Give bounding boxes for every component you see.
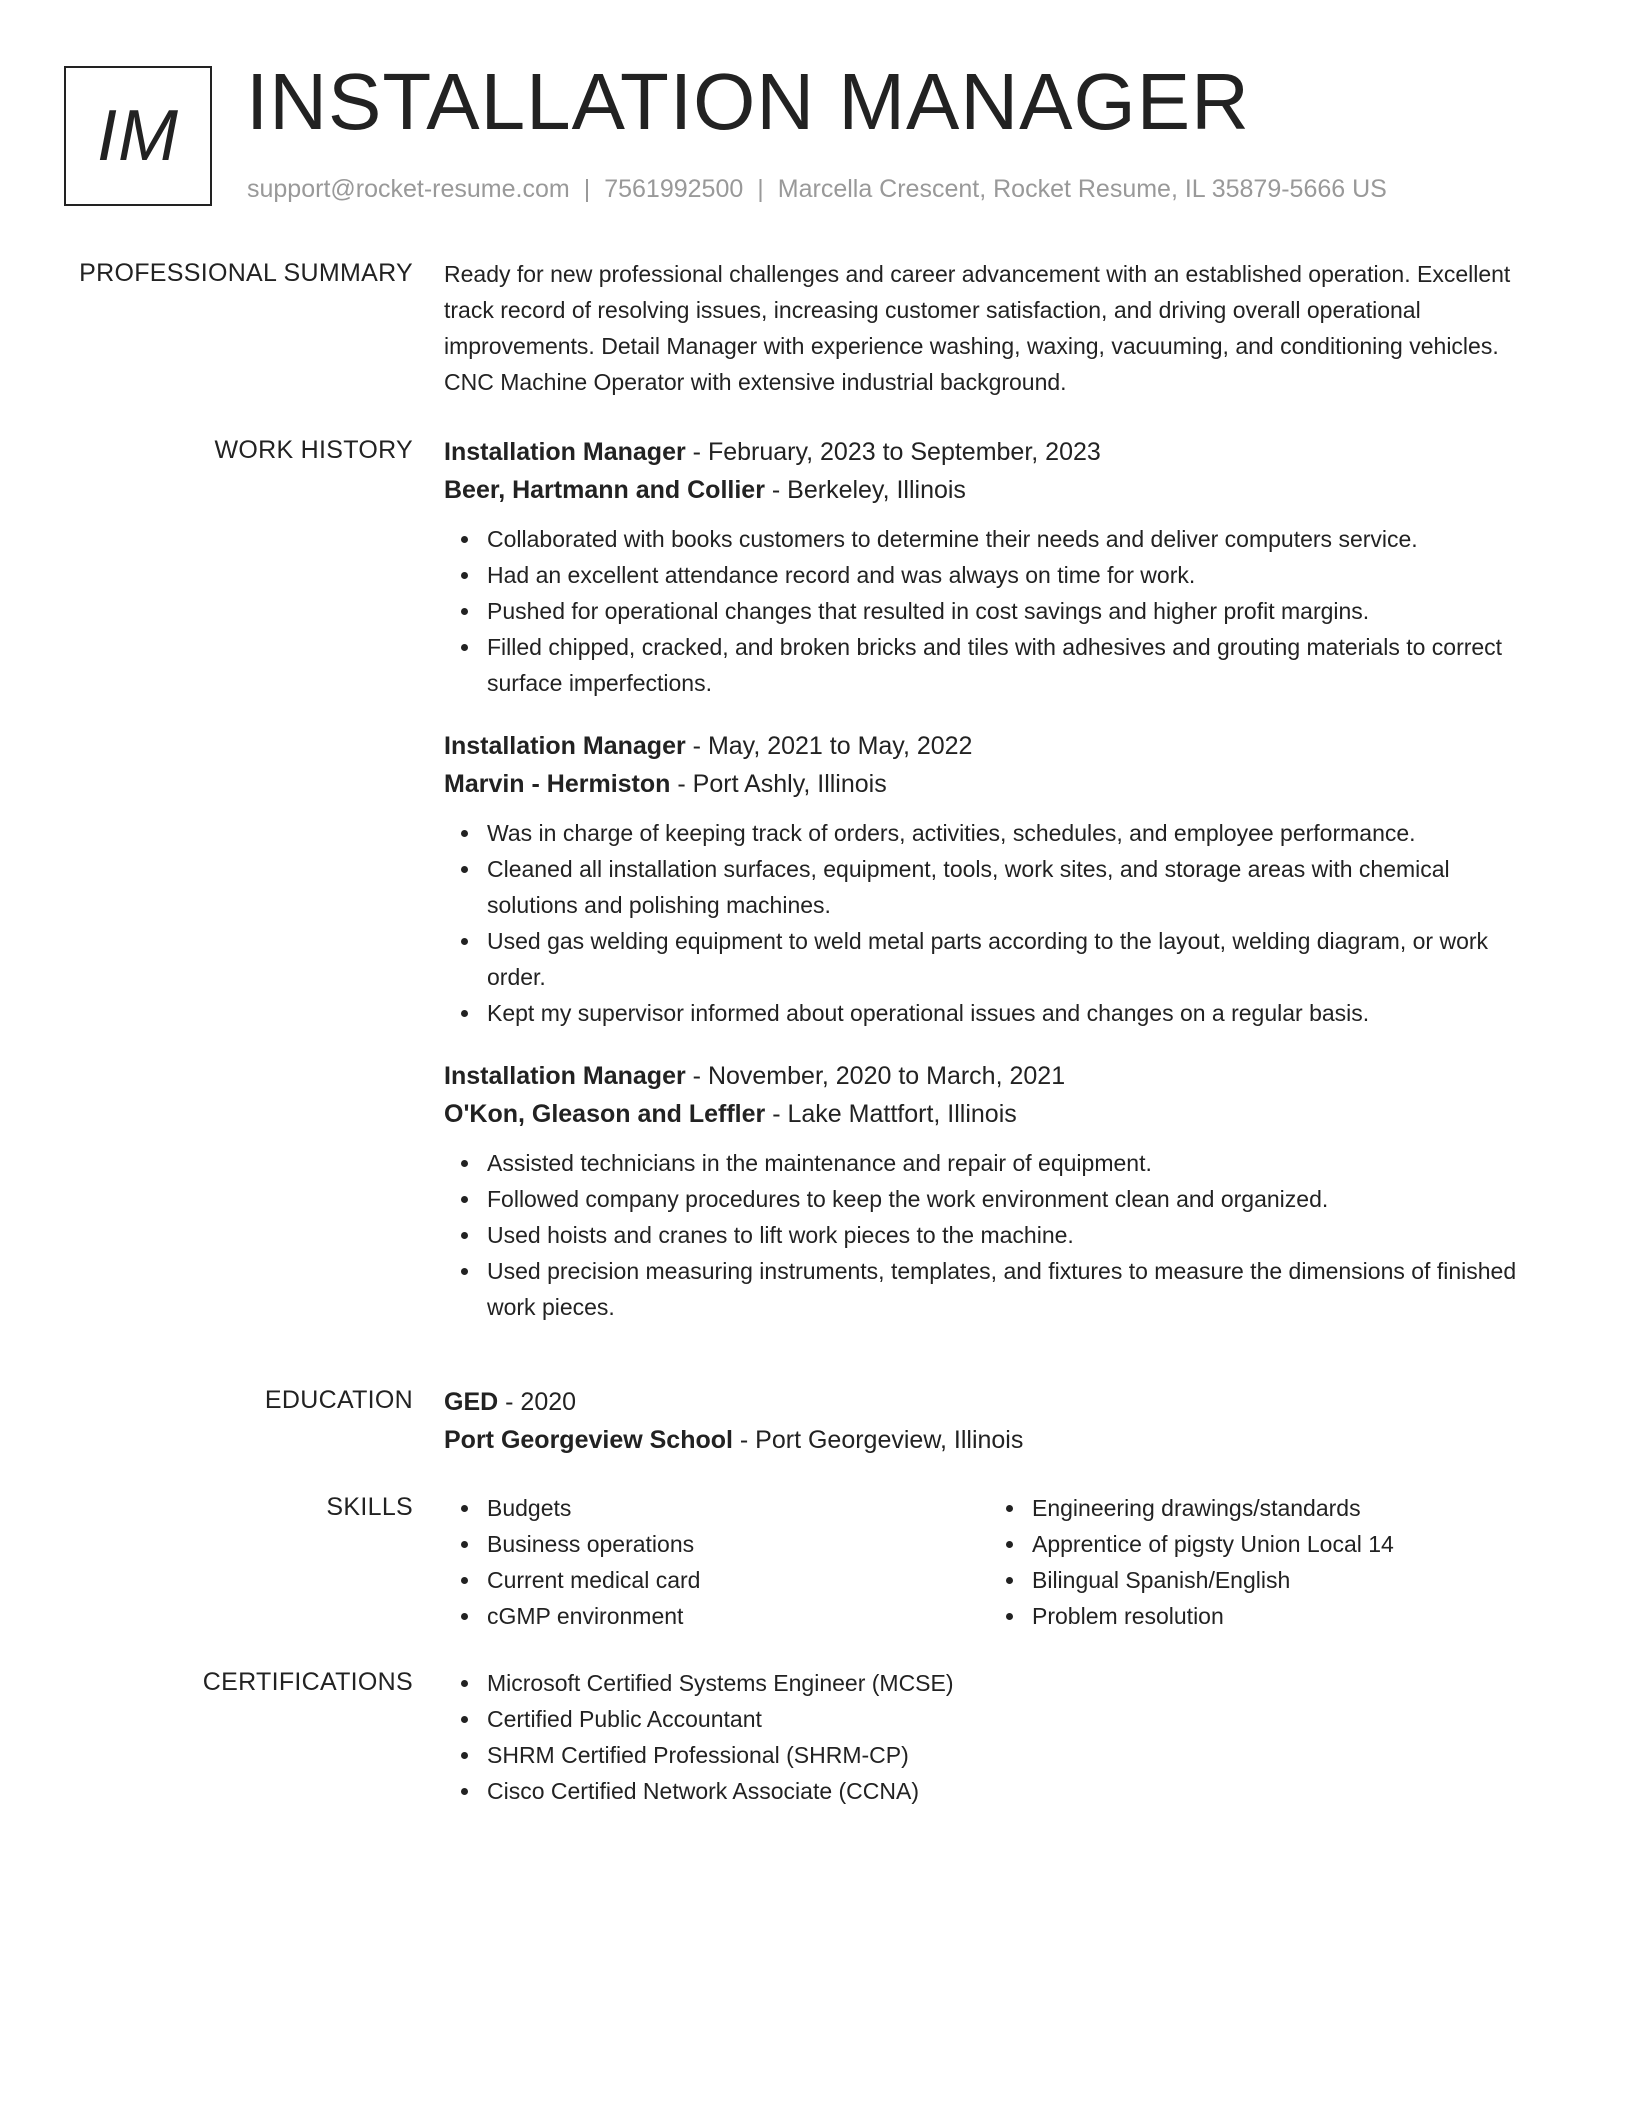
job-bullet: Assisted technicians in the maintenance and repair of equipment. <box>444 1145 1534 1181</box>
contact-email[interactable]: support@rocket-resume.com <box>247 175 570 203</box>
education-school: Port Georgeview School <box>444 1426 733 1454</box>
job-bullet: Followed company procedures to keep the work environment clean and organized. <box>444 1181 1534 1217</box>
job-bullet: Kept my supervisor informed about operational issues and changes on a regular basis. <box>444 995 1534 1031</box>
section-label-work-history: WORK HISTORY <box>214 436 413 464</box>
section-label-certifications: CERTIFICATIONS <box>202 1668 413 1696</box>
job-bullet: Had an excellent attendance record and was always on time for work. <box>444 557 1534 593</box>
job-bullet: Used hoists and cranes to lift work pieces to the machine. <box>444 1217 1534 1253</box>
job-bullet: Filled chipped, cracked, and broken bricks and tiles with adhesives and grouting materials to correct surface imperfections. <box>444 629 1534 701</box>
skill-item: Engineering drawings/standards <box>989 1490 1534 1526</box>
section-label-education: EDUCATION <box>264 1386 413 1414</box>
job-title: Installation Manager <box>444 732 686 760</box>
resume-name: INSTALLATION MANAGER <box>246 57 1250 146</box>
certifications-list <box>444 1665 1534 1809</box>
skill-item: Business operations <box>444 1526 989 1562</box>
skill-item: Apprentice of pigsty Union Local 14 <box>989 1526 1534 1562</box>
skills-list-left <box>444 1490 989 1634</box>
job-company-line <box>444 471 1534 509</box>
education-year: - 2020 <box>505 1388 577 1416</box>
job-bullet: Cleaned all installation surfaces, equipment, tools, work sites, and storage areas with chemical solutions and polishing machines. <box>444 851 1534 923</box>
job-location: - Port Ashly, Illinois <box>677 770 887 798</box>
job-title: Installation Manager <box>444 1062 686 1090</box>
contact-separator: | <box>583 175 591 203</box>
skill-item: Bilingual Spanish/English <box>989 1562 1534 1598</box>
skill-item: Problem resolution <box>989 1598 1534 1634</box>
job-bullets <box>444 1145 1534 1325</box>
job-bullet: Used precision measuring instruments, templates, and fixtures to measure the dimensions of finished work pieces. <box>444 1253 1534 1325</box>
section-label-skills: SKILLS <box>326 1493 413 1521</box>
job-company: Beer, Hartmann and Collier <box>444 476 765 504</box>
skill-item: Current medical card <box>444 1562 989 1598</box>
job-dates: - May, 2021 to May, 2022 <box>692 732 973 760</box>
job-entry <box>444 1057 1534 1325</box>
section-label-summary: PROFESSIONAL SUMMARY <box>79 259 413 287</box>
job-company: O'Kon, Gleason and Leffler <box>444 1100 766 1128</box>
contact-address: Marcella Crescent, Rocket Resume, IL 35879-5666 US <box>777 175 1387 203</box>
job-location: - Berkeley, Illinois <box>771 476 966 504</box>
job-location: - Lake Mattfort, Illinois <box>772 1100 1017 1128</box>
job-dates: - November, 2020 to March, 2021 <box>692 1062 1066 1090</box>
job-bullet: Was in charge of keeping track of orders, activities, schedules, and employee performance. <box>444 815 1534 851</box>
certification-item: Microsoft Certified Systems Engineer (MCSE) <box>444 1665 1534 1701</box>
education-degree-line <box>444 1383 1534 1421</box>
job-title-line <box>444 1057 1534 1095</box>
certification-item: Certified Public Accountant <box>444 1701 1534 1737</box>
skills-list-right <box>989 1490 1534 1634</box>
skill-item: cGMP environment <box>444 1598 989 1634</box>
job-bullet: Pushed for operational changes that resulted in cost savings and higher profit margins. <box>444 593 1534 629</box>
certification-item: SHRM Certified Professional (SHRM-CP) <box>444 1737 1534 1773</box>
job-title: Installation Manager <box>444 438 686 466</box>
monogram: IM <box>64 66 212 206</box>
contact-phone[interactable]: 7561992500 <box>604 175 744 203</box>
job-entry <box>444 433 1534 701</box>
job-company-line <box>444 765 1534 803</box>
job-bullets <box>444 815 1534 1031</box>
education-degree: GED <box>444 1388 499 1416</box>
contact-separator: | <box>757 175 764 203</box>
job-company: Marvin - Hermiston <box>444 770 671 798</box>
job-bullets <box>444 521 1534 701</box>
education-location: - Port Georgeview, Illinois <box>739 1426 1024 1454</box>
job-bullet: Collaborated with books customers to determine their needs and deliver computers service. <box>444 521 1534 557</box>
skill-item: Budgets <box>444 1490 989 1526</box>
job-entry <box>444 727 1534 1031</box>
job-title-line <box>444 727 1534 765</box>
job-dates: - February, 2023 to September, 2023 <box>692 438 1101 466</box>
contact-line <box>247 175 1387 204</box>
job-company-line <box>444 1095 1534 1133</box>
job-bullet: Used gas welding equipment to weld metal parts according to the layout, welding diagram, or work order. <box>444 923 1534 995</box>
summary-text: Ready for new professional challenges and career advancement with an established operation. Excellent track record of resolving issues, increasing customer satisfaction, and driving overall operational improvements. Detail Manager with experience washing, waxing, vacuuming, and conditioning vehicles. CNC Machine Operator with extensive industrial background. <box>444 261 1511 395</box>
certification-item: Cisco Certified Network Associate (CCNA) <box>444 1773 1534 1809</box>
education-school-line <box>444 1421 1534 1459</box>
job-title-line <box>444 433 1534 471</box>
